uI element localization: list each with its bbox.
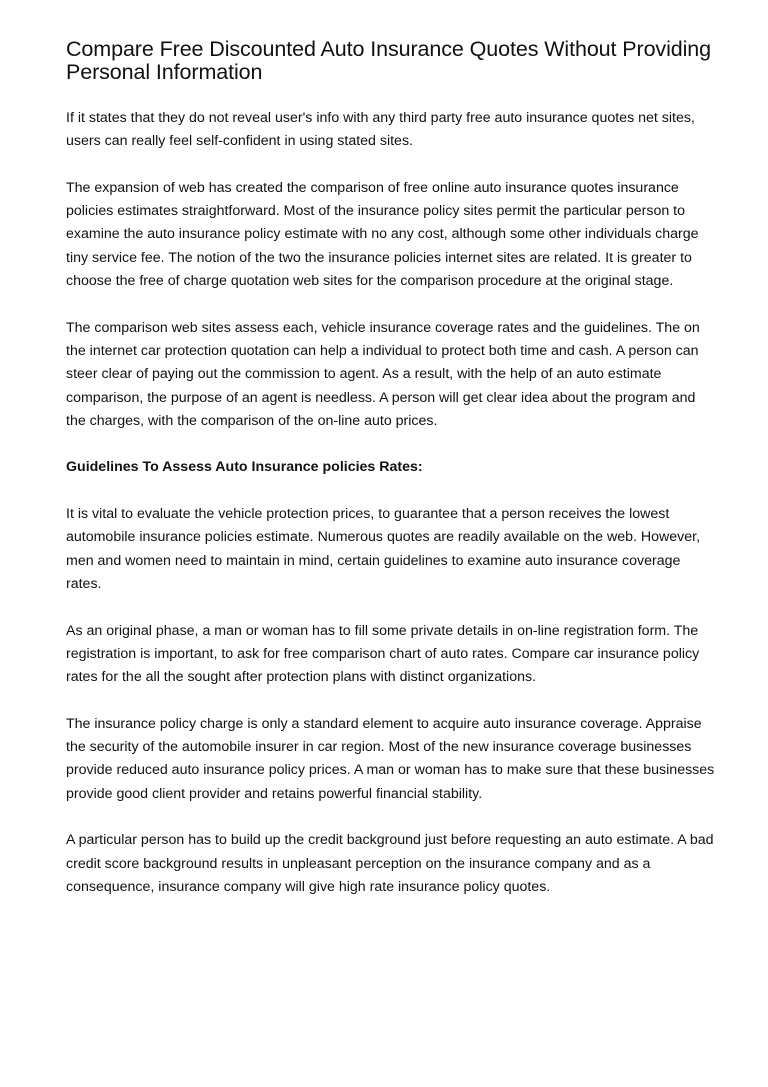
page-title: Compare Free Discounted Auto Insurance Quotes Without Providing Personal Information (66, 37, 712, 84)
paragraph-registration: As an original phase, a man or woman has to fill some private details in on-line registration form. The registration is important, to ask for free comparison chart of auto rates. Compare car insurance policy rates for the all the sought after protection plans with distinct organizations. (66, 622, 700, 686)
section-heading: Guidelines To Assess Auto Insurance policies Rates: (66, 459, 423, 476)
paragraph-web-expansion: The expansion of web has created the comparison of free online auto insurance quotes insurance policies estimates straightforward. Most of the insurance policy sites permit the particular person to examine the auto insurance policy estimate with no any cost, although some other individuals charge tiny service fee. The notion of the two the insurance policies internet sites are related. It is greater to choose the free of charge quotation web sites for the comparison procedure at the original stage. (66, 179, 699, 290)
paragraph-intro: If it states that they do not reveal user's info with any third party free auto insurance quotes net sites, users can really feel self-confident in using stated sites. (66, 110, 695, 150)
paragraph-policy-charge: The insurance policy charge is only a standard element to acquire auto insurance coverage. Appraise the security of the automobile insurer in car region. Most of the new insurance coverage businesses provide reduced auto insurance policy prices. A man or woman has to make sure that these businesses provide good client provider and retains powerful financial stability. (66, 715, 715, 802)
paragraph-evaluate-prices: It is vital to evaluate the vehicle protection prices, to guarantee that a person receives the lowest automobile insurance policies estimate. Numerous quotes are readily available on the web. However, men and women need to maintain in mind, certain guidelines to examine auto insurance coverage rates. (66, 506, 701, 592)
paragraph-comparison-sites: The comparison web sites assess each, vehicle insurance coverage rates and the guidelines. The on the internet car protection quotation can help a individual to protect both time and cash. A person can steer clear of paying out the commission to agent. As a result, with the help of an auto estimate comparison, the purpose of an agent is needless. A person will get clear idea about the program and the charges, with the comparison of the on-line auto prices. (66, 319, 700, 429)
document-page (66, 38, 716, 922)
paragraph-credit-background: A particular person has to build up the credit background just before requesting an auto estimate. A bad credit score background results in unpleasant perception on the insurance company and as a consequence, insurance company will give high rate insurance policy quotes. (66, 832, 714, 895)
